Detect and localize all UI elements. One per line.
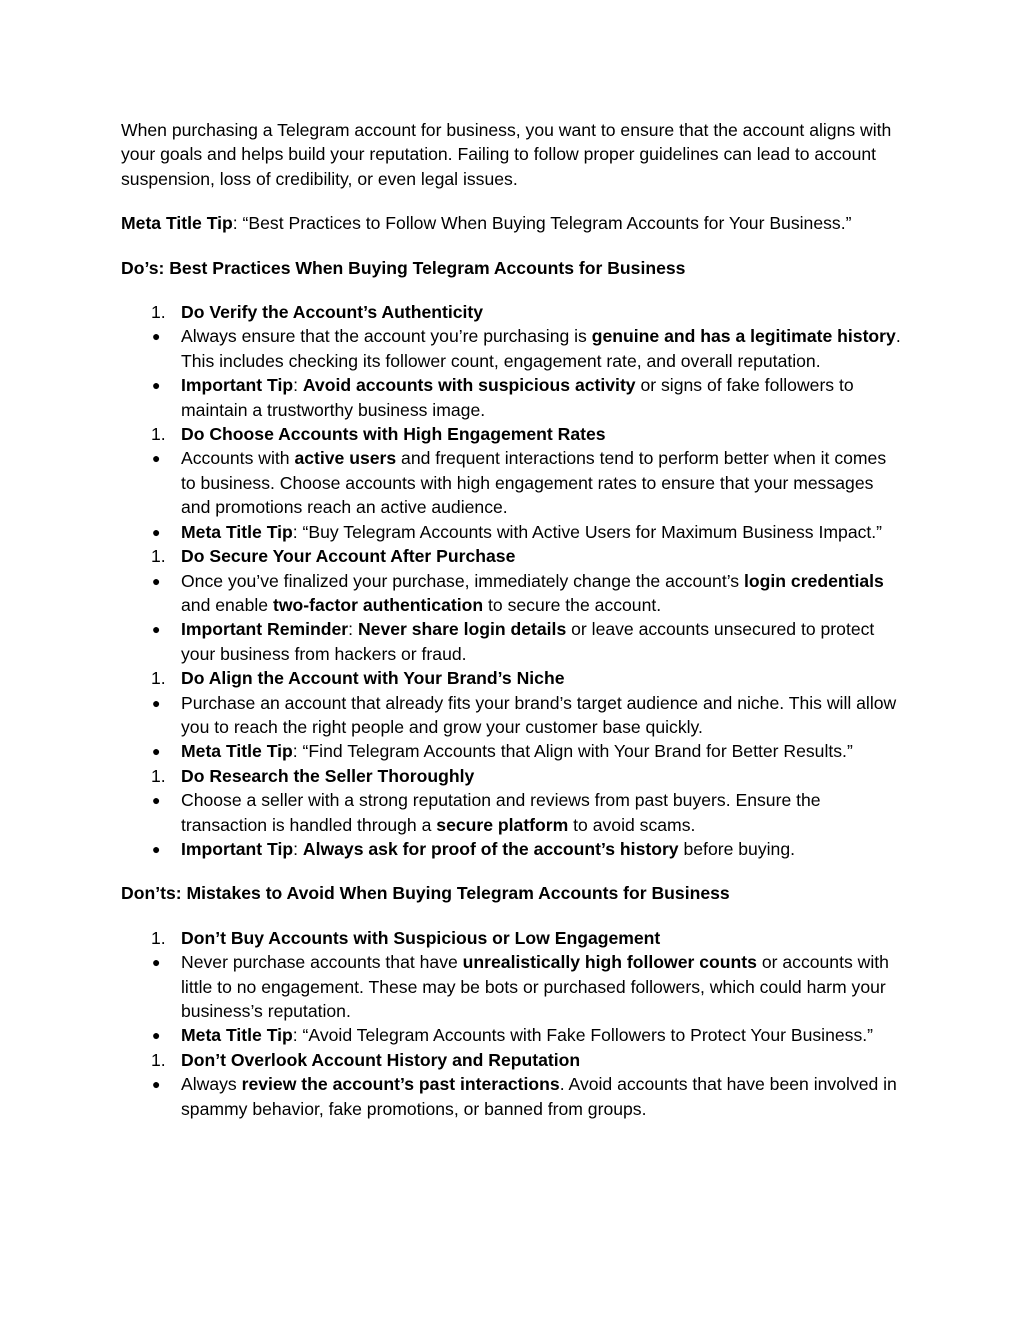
bullet-list-item bbox=[121, 837, 904, 861]
bullet-list-item bbox=[121, 324, 904, 373]
body-text: Never purchase accounts that have bbox=[181, 952, 463, 973]
body-text: . This includes checking its follower count, engagement rate, and overall reputation. bbox=[181, 326, 901, 371]
bullet-marker: ● bbox=[152, 954, 161, 971]
body-text: and enable bbox=[181, 594, 273, 615]
bullet-list-item bbox=[121, 446, 904, 519]
bold-text: Do Verify the Account’s Authenticity bbox=[181, 302, 484, 323]
bullet-list-item bbox=[121, 950, 904, 1023]
body-text: to avoid scams. bbox=[568, 814, 696, 835]
list-number: 1. bbox=[151, 668, 166, 689]
bold-text: genuine and has a legitimate history bbox=[591, 326, 896, 347]
meta-title-tip-paragraph bbox=[121, 211, 904, 235]
bold-text: Never share login details bbox=[357, 619, 567, 640]
body-text: before buying. bbox=[678, 838, 795, 859]
body-text: : “Avoid Telegram Accounts with Fake Followers to Protect Your Business.” bbox=[292, 1025, 873, 1046]
bold-text: unrealistically high follower counts bbox=[462, 952, 757, 973]
body-text: or signs of fake followers to maintain a trustworthy business image. bbox=[181, 375, 854, 420]
body-text: to secure the account. bbox=[483, 594, 662, 615]
bullet-marker: ● bbox=[152, 621, 161, 638]
numbered-list-item bbox=[121, 544, 904, 568]
bullet-list-item bbox=[121, 739, 904, 763]
bullet-list-item bbox=[121, 788, 904, 837]
numbered-list-item bbox=[121, 422, 904, 446]
bullet-list-item bbox=[121, 520, 904, 544]
numbered-list-item bbox=[121, 926, 904, 950]
bold-text: active users bbox=[294, 448, 397, 469]
bullet-marker: ● bbox=[152, 328, 161, 345]
bold-text: Don’t Overlook Account History and Reputation bbox=[181, 1049, 581, 1070]
body-text: : bbox=[348, 619, 358, 640]
list-number: 1. bbox=[151, 765, 166, 786]
body-text: or leave accounts unsecured to protect your business from hackers or fraud. bbox=[181, 619, 875, 664]
bold-text: Meta Title Tip bbox=[181, 1025, 293, 1046]
body-text: : bbox=[293, 838, 303, 859]
bold-text: Do Align the Account with Your Brand’s Niche bbox=[181, 668, 565, 689]
body-text: : “Buy Telegram Accounts with Active Users for Maximum Business Impact.” bbox=[292, 521, 883, 542]
bullet-list-item bbox=[121, 691, 904, 740]
bullet-marker: ● bbox=[152, 1076, 161, 1093]
bold-text: two-factor authentication bbox=[272, 594, 484, 615]
bullet-marker: ● bbox=[152, 1027, 161, 1044]
dos-heading: Do’s: Best Practices When Buying Telegram Accounts for Business bbox=[121, 257, 686, 278]
bullet-list-item bbox=[121, 569, 904, 618]
numbered-list-item bbox=[121, 1048, 904, 1072]
body-text: Always bbox=[181, 1074, 242, 1095]
bullet-marker: ● bbox=[152, 377, 161, 394]
body-text: or accounts with little to no engagement. These may be bots or purchased followers, which could harm your business’s reputation. bbox=[181, 952, 889, 1021]
body-text: Always ensure that the account you’re purchasing is bbox=[181, 326, 592, 347]
bullet-marker: ● bbox=[152, 694, 161, 711]
meta-title-tip-text: : “Best Practices to Follow When Buying Telegram Accounts for Your Business.” bbox=[232, 213, 852, 234]
bold-text: Do Secure Your Account After Purchase bbox=[181, 546, 516, 567]
bold-text: login credentials bbox=[744, 570, 884, 591]
meta-title-tip-label: Meta Title Tip bbox=[121, 213, 233, 234]
bullet-marker: ● bbox=[152, 840, 161, 857]
body-text: : “Find Telegram Accounts that Align with Your Brand for Better Results.” bbox=[292, 741, 853, 762]
bullet-list-item bbox=[121, 373, 904, 422]
body-text: Purchase an account that already fits your brand’s target audience and niche. This will allow you to reach the right people and grow your customer base quickly. bbox=[181, 692, 897, 737]
body-text: . Avoid accounts that have been involved in spammy behavior, fake promotions, or banned from groups. bbox=[181, 1074, 897, 1119]
dos-list bbox=[121, 300, 904, 861]
bold-text: Do Research the Seller Thoroughly bbox=[181, 765, 475, 786]
bullet-marker: ● bbox=[152, 450, 161, 467]
bold-text: Avoid accounts with suspicious activity bbox=[302, 375, 636, 396]
bullet-list-item bbox=[121, 1072, 904, 1121]
bullet-marker: ● bbox=[152, 572, 161, 589]
body-text: and frequent interactions tend to perform better when it comes to business. Choose accounts with high engagement rates to ensure that your messages and promotions reach an active audience. bbox=[181, 448, 887, 518]
bold-text: Meta Title Tip bbox=[181, 521, 293, 542]
list-number: 1. bbox=[151, 1049, 166, 1070]
donts-heading: Don’ts: Mistakes to Avoid When Buying Telegram Accounts for Business bbox=[121, 883, 730, 904]
bold-text: Important Tip bbox=[181, 838, 294, 859]
bold-text: Don’t Buy Accounts with Suspicious or Low Engagement bbox=[181, 927, 661, 948]
bold-text: secure platform bbox=[436, 814, 569, 835]
body-text: : bbox=[293, 375, 303, 396]
bold-text: review the account’s past interactions bbox=[241, 1074, 560, 1095]
list-number: 1. bbox=[151, 546, 166, 567]
bullet-marker: ● bbox=[152, 523, 161, 540]
numbered-list-item bbox=[121, 300, 904, 324]
bold-text: Do Choose Accounts with High Engagement Rates bbox=[181, 424, 606, 445]
numbered-list-item bbox=[121, 764, 904, 788]
list-number: 1. bbox=[151, 927, 166, 948]
bullet-marker: ● bbox=[152, 792, 161, 809]
bold-text: Important Tip bbox=[181, 375, 294, 396]
body-text: Once you’ve finalized your purchase, immediately change the account’s bbox=[181, 570, 744, 591]
body-text: Choose a seller with a strong reputation and reviews from past buyers. Ensure the transaction is handled through a bbox=[181, 790, 821, 835]
bold-text: Meta Title Tip bbox=[181, 741, 293, 762]
bullet-marker: ● bbox=[152, 743, 161, 760]
intro-paragraph: When purchasing a Telegram account for business, you want to ensure that the account aligns with your goals and helps build your reputation. Failing to follow proper guidelines can lead to account suspension, loss of credibility, or even legal issues. bbox=[121, 120, 892, 189]
donts-list bbox=[121, 926, 904, 1121]
bullet-list-item bbox=[121, 1023, 904, 1047]
list-number: 1. bbox=[151, 424, 166, 445]
bold-text: Always ask for proof of the account’s history bbox=[302, 838, 679, 859]
body-text: Accounts with bbox=[181, 448, 295, 469]
list-number: 1. bbox=[151, 302, 166, 323]
numbered-list-item bbox=[121, 666, 904, 690]
bold-text: Important Reminder bbox=[181, 619, 349, 640]
bullet-list-item bbox=[121, 617, 904, 666]
